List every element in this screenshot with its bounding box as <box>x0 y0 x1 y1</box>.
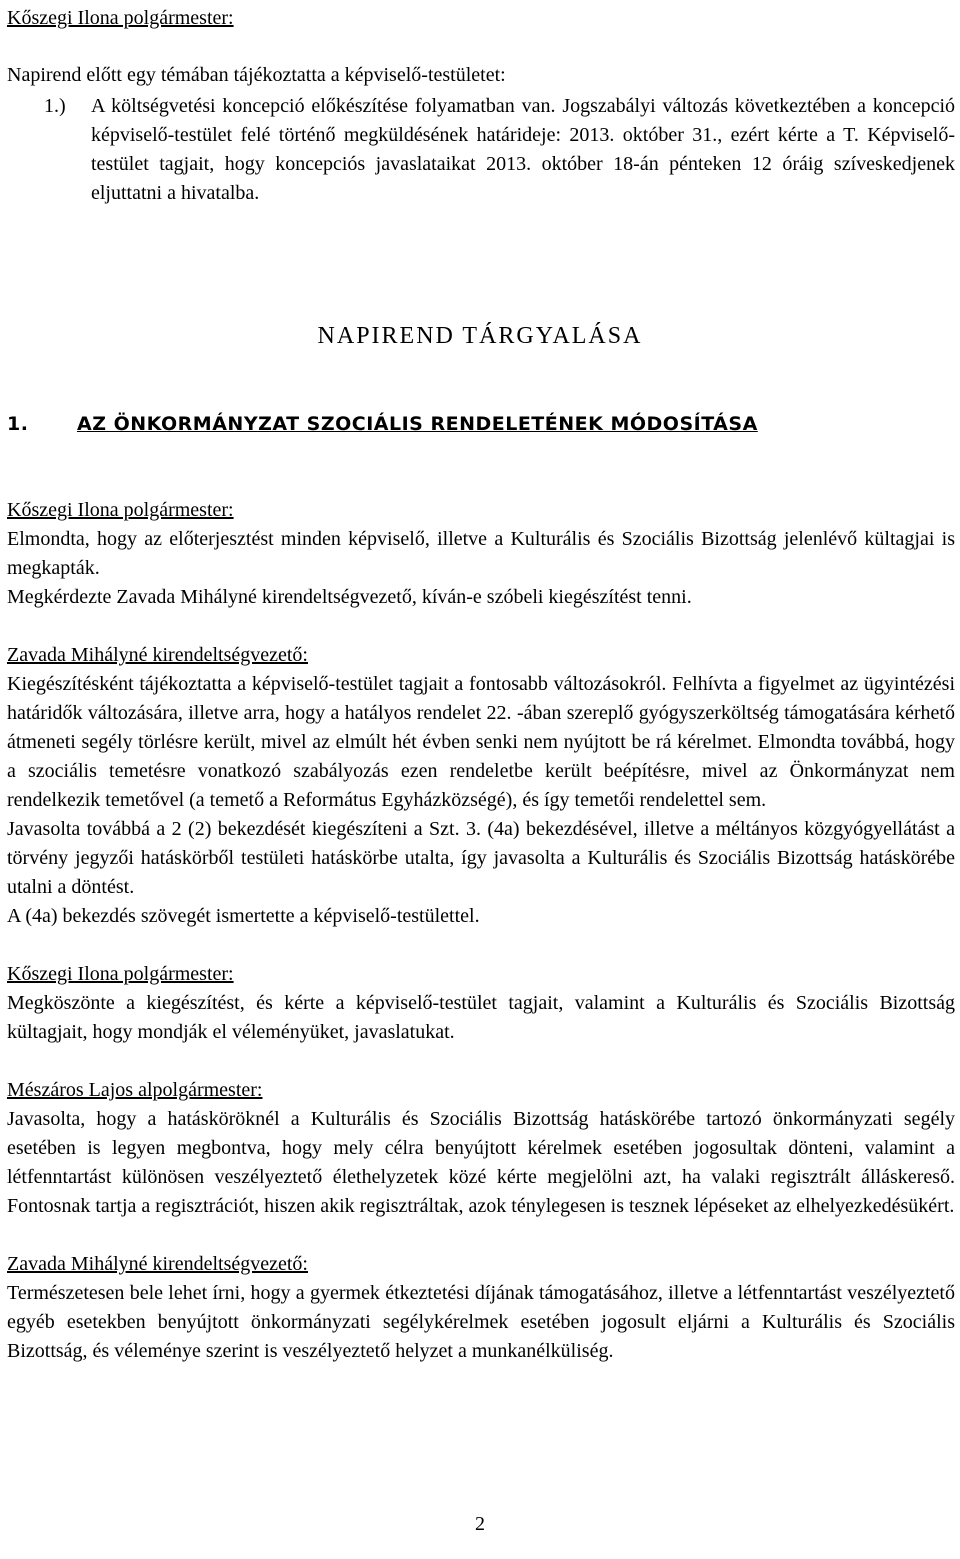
speaker-block <box>7 496 955 612</box>
speaker-label: Kőszegi Ilona polgármester: <box>7 7 234 29</box>
intro-item-number: 1.) <box>44 95 66 117</box>
speaker-block <box>7 1076 955 1221</box>
paragraph: Elmondta, hogy az előterjesztést minden képviselő, illetve a Kulturális és Szociális Bizottság jelenlévő kültagjai is megkapták. <box>7 528 955 579</box>
speaker-label: Zavada Mihályné kirendeltségvezető: <box>7 1253 308 1275</box>
speaker-label: Zavada Mihályné kirendeltségvezető: <box>7 644 308 666</box>
intro-item-text: A költségvetési koncepció előkészítése folyamatban van. Jogszabályi változás következtében a koncepció képviselő-testület felé történő megküldésének határideje: 2013. október 31., ezért kérte a T. Képviselő-testület tagjait, hogy koncepciós javaslataikat 2013. október 18-án pénteken 12 óráig szíveskedjenek eljuttatni a hivatalba. <box>91 95 955 204</box>
paragraph: Megkérdezte Zavada Mihályné kirendeltségvezető, kíván-e szóbeli kiegészítést tenni. <box>7 586 692 608</box>
section-number: 1. <box>7 413 29 435</box>
agenda-heading: NAPIREND TÁRGYALÁSA <box>317 323 643 349</box>
paragraph: Megköszönte a kiegészítést, és kérte a képviselő-testület tagjait, valamint a Kulturális és Szociális Bizottság kültagjait, hogy mondják el véleményüket, javaslatukat. <box>7 992 955 1043</box>
intro-agenda-item <box>44 92 955 208</box>
speaker-label: Mészáros Lajos alpolgármester: <box>7 1079 263 1101</box>
intro-lead: Napirend előtt egy témában tájékoztatta a képviselő-testületet: <box>7 64 506 86</box>
paragraph: Természetesen bele lehet írni, hogy a gyermek étkeztetési díjának támogatásához, illetve a létfenntartást veszélyeztető egyéb esetekben benyújtott önkormányzati segélykérelmek esetében jogosult eljárni a Kulturális és Szociális Bizottság, és véleménye szerint is veszélyeztető helyzet a munkanélküliség. <box>7 1282 955 1362</box>
speaker-block <box>7 960 955 1047</box>
speaker-label: Kőszegi Ilona polgármester: <box>7 963 234 985</box>
speaker-label: Kőszegi Ilona polgármester: <box>7 499 234 521</box>
paragraph: Kiegészítésként tájékoztatta a képviselő-testület tagjait a fontosabb változásokról. Felhívta a figyelmet az ügyintézési határidők változására, illetve arra, hogy a hatályos rendelet 22. -ában szereplő gyógyszerköltség támogatására kérhető átmeneti segély törlésre került, mivel az elmúlt hét évben senki nem nyújtott be rá kérelmet. Elmondta továbbá, hogy a szociális temetésre vonatkozó szabályozás ezen rendeletbe került beépítésre, mivel az Önkormányzat nem rendelkezik temetővel (a temető a Református Egyházközségé), és így temetői rendelettel sem. <box>7 673 955 811</box>
section-title-text: AZ ÖNKORMÁNYZAT SZOCIÁLIS RENDELETÉNEK MÓDOSÍTÁSA <box>77 413 758 435</box>
paragraph: Javasolta továbbá a 2 (2) bekezdését kiegészíteni a Szt. 3. (4a) bekezdésével, illetve a méltányos közgyógyellátást a törvény jegyzői hatáskörből testületi hatáskörbe utalta, így javasolta a Kulturális és Szociális Bizottság hatáskörébe utalni a döntést. <box>7 818 955 898</box>
speaker-block <box>7 1250 955 1366</box>
discussion <box>7 496 955 1366</box>
paragraph: Javasolta, hogy a hatásköröknél a Kulturális és Szociális Bizottság hatáskörébe tartozó önkormányzati segély esetében is legyen megbontva, hogy mely célra benyújtott kérelmek esetében jogosultak dönteni, valamint a létfenntartást különösen veszélyeztető élethelyzetek közé kérte megjelölni azt, ha valaki regisztrált álláskereső. Fontosnak tartja a regisztrációt, hiszen akik regisztráltak, azok ténylegesen is tesznek lépéseket az elhelyezkedésükért. <box>7 1108 955 1217</box>
paragraph: A (4a) bekezdés szövegét ismertette a képviselő-testülettel. <box>7 905 480 927</box>
section-title <box>7 410 758 439</box>
speaker-block <box>7 641 955 931</box>
intro-speaker <box>7 4 234 33</box>
page-number: 2 <box>475 1513 485 1535</box>
